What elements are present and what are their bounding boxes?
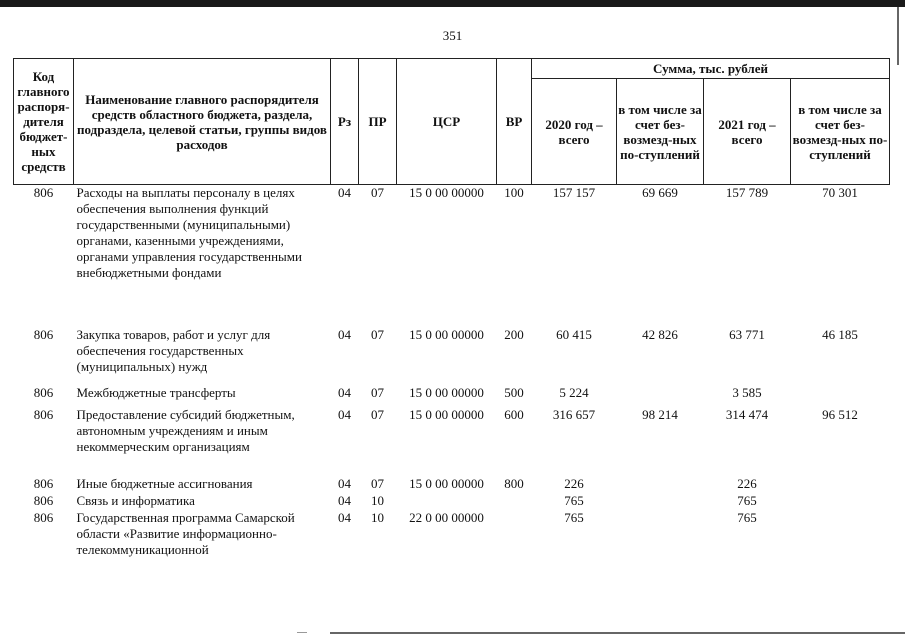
cell-code: 806 bbox=[33, 326, 54, 342]
cell-2021-free: 96 512 bbox=[822, 406, 858, 422]
cell-name: Предоставление субсидий бюджетным, автономным учреждениям и иным некоммерческим организациям bbox=[76, 406, 295, 454]
cell-rz: 04 bbox=[338, 185, 351, 200]
cell-pr: 07 bbox=[371, 406, 384, 422]
header-2020-free: в том числе за счет без-возмезд-ных по-ступлений bbox=[617, 79, 704, 185]
cell-name: Иные бюджетные ассигнования bbox=[76, 475, 253, 491]
cell-name: Связь и информатика bbox=[76, 492, 195, 508]
cell-2021-total: 63 771 bbox=[729, 326, 765, 342]
cell-2020-total: 5 224 bbox=[559, 384, 589, 400]
cell-2020-free bbox=[617, 476, 704, 493]
cell-2020-total: 226 bbox=[564, 475, 584, 491]
cell-pr: 07 bbox=[371, 326, 384, 342]
header-sum: Сумма, тыс. рублей bbox=[532, 59, 890, 79]
cell-2021-total: 226 bbox=[737, 475, 757, 491]
cell-name: Закупка товаров, работ и услуг для обеспечения государственных (муниципальных) нужд bbox=[76, 326, 271, 374]
cell-2021-free bbox=[791, 510, 890, 574]
table-row bbox=[14, 385, 890, 407]
cell-2020-total: 316 657 bbox=[552, 406, 596, 422]
table-row bbox=[14, 185, 890, 327]
cell-rz: 04 bbox=[338, 509, 351, 525]
cell-2021-total: 765 bbox=[737, 492, 757, 508]
cell-csr: 15 0 00 00000 bbox=[409, 406, 484, 422]
cell-csr bbox=[397, 493, 497, 510]
table-row bbox=[14, 476, 890, 493]
header-vr: ВР bbox=[497, 59, 532, 185]
cell-pr: 07 bbox=[371, 384, 384, 400]
cell-2020-free bbox=[617, 385, 704, 407]
cell-csr: 15 0 00 00000 bbox=[409, 185, 484, 200]
cell-csr: 15 0 00 00000 bbox=[409, 384, 484, 400]
cell-2020-free: 42 826 bbox=[642, 326, 678, 342]
cell-code: 806 bbox=[33, 185, 54, 200]
cell-code: 806 bbox=[33, 475, 54, 491]
scan-mark bbox=[297, 632, 307, 633]
cell-code: 806 bbox=[33, 406, 54, 422]
table-row bbox=[14, 493, 890, 510]
cell-rz: 04 bbox=[338, 326, 351, 342]
cell-rz: 04 bbox=[338, 384, 351, 400]
cell-vr: 200 bbox=[504, 326, 524, 342]
header-2021-free: в том числе за счет без-возмезд-ных по-ступлений bbox=[791, 79, 890, 185]
header-rz: Рз bbox=[331, 59, 359, 185]
table-row bbox=[14, 407, 890, 476]
cell-csr: 22 0 00 00000 bbox=[409, 509, 484, 525]
cell-vr: 800 bbox=[504, 475, 524, 491]
header-pr: ПР bbox=[359, 59, 397, 185]
cell-pr: 07 bbox=[371, 475, 384, 491]
cell-2021-free bbox=[791, 493, 890, 510]
cell-code: 806 bbox=[33, 509, 54, 525]
cell-2021-total: 3 585 bbox=[732, 384, 762, 400]
cell-2020-total: 765 bbox=[564, 509, 584, 525]
header-code: Код главного распоря-дителя бюджет-ных средств bbox=[14, 59, 74, 185]
cell-csr: 15 0 00 00000 bbox=[409, 326, 484, 342]
page-number: 351 bbox=[442, 28, 463, 43]
cell-vr bbox=[497, 510, 532, 574]
cell-vr bbox=[497, 493, 532, 510]
header-csr: ЦСР bbox=[397, 59, 497, 185]
cell-2021-total: 157 789 bbox=[725, 185, 769, 200]
cell-2021-total: 765 bbox=[737, 509, 757, 525]
cell-2020-free: 98 214 bbox=[642, 406, 678, 422]
cell-rz: 04 bbox=[338, 475, 351, 491]
cell-2020-total: 60 415 bbox=[556, 326, 592, 342]
cell-name: Расходы на выплаты персоналу в целях обеспечения выполнения функций государственными (муниципальными) органами, казенными учреждениями, органами управления государственными внебюджетными фондами bbox=[76, 185, 302, 280]
budget-table bbox=[13, 58, 890, 574]
table-row bbox=[14, 327, 890, 385]
cell-2020-free bbox=[617, 493, 704, 510]
cell-csr: 15 0 00 00000 bbox=[409, 475, 484, 491]
table-row bbox=[14, 510, 890, 574]
cell-code: 806 bbox=[33, 384, 54, 400]
cell-vr: 600 bbox=[504, 406, 524, 422]
cell-name: Межбюджетные трансферты bbox=[76, 384, 236, 400]
header-2021-total: 2021 год – всего bbox=[704, 79, 791, 185]
cell-2020-free bbox=[617, 510, 704, 574]
cell-name: Государственная программа Самарской области «Развитие информационно-телекоммуникационной bbox=[76, 509, 295, 557]
cell-vr: 500 bbox=[504, 384, 524, 400]
cell-pr: 10 bbox=[371, 509, 384, 525]
cell-2021-free bbox=[791, 385, 890, 407]
cell-2021-free: 46 185 bbox=[822, 326, 858, 342]
cell-2021-free bbox=[791, 476, 890, 493]
header-name: Наименование главного распорядителя средств областного бюджета, раздела, подраздела, целевой статьи, группы видов расходов bbox=[74, 59, 331, 185]
cell-rz: 04 bbox=[338, 492, 351, 508]
cell-2020-total: 765 bbox=[564, 492, 584, 508]
cell-2021-free: 70 301 bbox=[822, 185, 858, 200]
cell-2021-total: 314 474 bbox=[725, 406, 769, 422]
header-2020-total: 2020 год – всего bbox=[532, 79, 617, 185]
cell-2020-free: 69 669 bbox=[642, 185, 678, 200]
top-border bbox=[0, 0, 905, 7]
cell-pr: 10 bbox=[371, 492, 384, 508]
cell-vr: 100 bbox=[504, 185, 524, 200]
cell-pr: 07 bbox=[371, 185, 384, 200]
cell-rz: 04 bbox=[338, 406, 351, 422]
cell-code: 806 bbox=[33, 492, 54, 508]
cell-2020-total: 157 157 bbox=[552, 185, 596, 200]
bottom-border bbox=[330, 632, 905, 634]
